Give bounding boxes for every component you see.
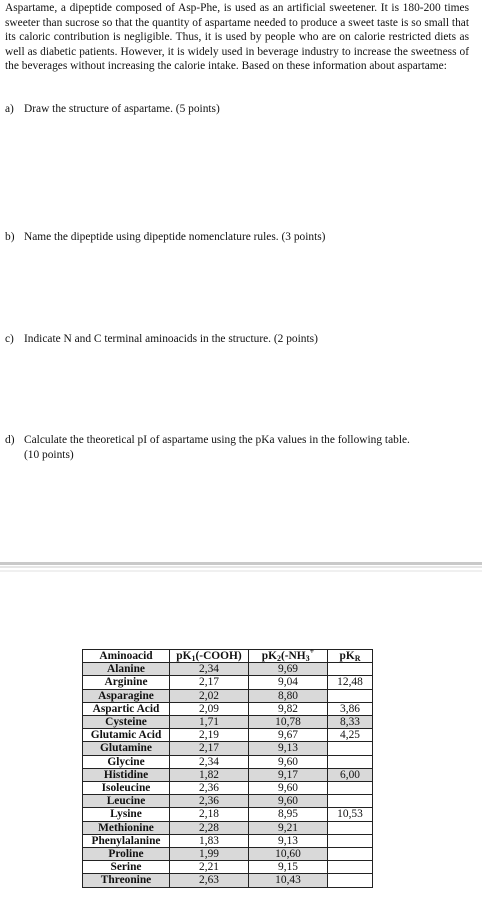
aminoacid-cell: Aspartic Acid bbox=[83, 702, 170, 715]
pk1-cell: 2,36 bbox=[170, 782, 249, 795]
pk1-cell: 2,28 bbox=[170, 821, 249, 834]
pk2-cell: 9,67 bbox=[249, 729, 328, 742]
pk1-cell: 2,09 bbox=[170, 702, 249, 715]
pkr-cell bbox=[328, 742, 373, 755]
aminoacid-cell: Lysine bbox=[83, 808, 170, 821]
pk2-cell: 8,95 bbox=[249, 808, 328, 821]
question-c-label: c) bbox=[5, 333, 14, 345]
question-b-text: Name the dipeptide using dipeptide nomenclature rules. (3 points) bbox=[24, 231, 326, 243]
pk1-cell: 2,18 bbox=[170, 808, 249, 821]
table-row bbox=[83, 861, 373, 874]
table-row bbox=[83, 821, 373, 834]
pk1-cell: 1,71 bbox=[170, 716, 249, 729]
pk1-cell: 1,82 bbox=[170, 768, 249, 781]
question-c bbox=[5, 332, 473, 347]
pkr-cell bbox=[328, 795, 373, 808]
question-c-text: Indicate N and C terminal aminoacids in the structure. (2 points) bbox=[24, 333, 318, 345]
pk2-cell: 9,13 bbox=[249, 834, 328, 847]
question-d bbox=[5, 433, 473, 462]
question-d-text: Calculate the theoretical pI of aspartame using the pKa values in the following table. bbox=[24, 434, 410, 446]
table-row bbox=[83, 874, 373, 887]
question-d-label: d) bbox=[5, 434, 15, 446]
aminoacid-cell: Leucine bbox=[83, 795, 170, 808]
pkr-cell bbox=[328, 874, 373, 887]
aminoacid-cell: Alanine bbox=[83, 663, 170, 676]
header-aminoacid: Aminoacid bbox=[83, 650, 170, 663]
pka-table-body bbox=[83, 663, 373, 887]
aminoacid-cell: Glycine bbox=[83, 755, 170, 768]
pkr-cell: 12,48 bbox=[328, 676, 373, 689]
header-pkr: $pK_R$ bbox=[328, 650, 373, 663]
header-pk1: $pK_1(-COOH)$ bbox=[170, 650, 249, 663]
pk2-cell: 9,13 bbox=[249, 742, 328, 755]
aminoacid-cell: Methionine bbox=[83, 821, 170, 834]
pkr-cell bbox=[328, 861, 373, 874]
pk2-cell: 9,17 bbox=[249, 768, 328, 781]
pk2-cell: 10,43 bbox=[249, 874, 328, 887]
pk1-cell: 1,99 bbox=[170, 848, 249, 861]
aminoacid-cell: Serine bbox=[83, 861, 170, 874]
page-divider-shadow-light bbox=[0, 570, 482, 572]
pkr-cell bbox=[328, 848, 373, 861]
pk1-cell: 2,02 bbox=[170, 689, 249, 702]
pk1-cell: 2,17 bbox=[170, 676, 249, 689]
aminoacid-cell: Asparagine bbox=[83, 689, 170, 702]
pk1-cell: 2,63 bbox=[170, 874, 249, 887]
pk2-cell: 9,60 bbox=[249, 782, 328, 795]
table-row bbox=[83, 755, 373, 768]
intro-paragraph: Aspartame, a dipeptide composed of Asp-Phe, is used as an artificial sweetener. It is 180-200 times sweeter than sucrose so that the quantity of aspartame needed to produce a sweet taste is so small that its caloric contribution is negligible. Thus, it is used by people who are on calorie restricted diets as well as diabetic patients. However, it is widely used in beverage industry to increase the sweetness of the beverages without increasing the calorie intake. Based on these information about aspartame: bbox=[5, 2, 469, 73]
pk2-cell: 10,78 bbox=[249, 716, 328, 729]
question-b bbox=[5, 230, 473, 245]
question-a-label: a) bbox=[5, 103, 14, 115]
table-row bbox=[83, 663, 373, 676]
pk2-cell: 9,04 bbox=[249, 676, 328, 689]
aminoacid-cell: Histidine bbox=[83, 768, 170, 781]
pk2-cell: 9,69 bbox=[249, 663, 328, 676]
table-row bbox=[83, 834, 373, 847]
pkr-cell: 8,33 bbox=[328, 716, 373, 729]
pk2-cell: 9,60 bbox=[249, 755, 328, 768]
pka-table bbox=[82, 649, 373, 888]
pkr-cell: 3,86 bbox=[328, 702, 373, 715]
pka-table-header bbox=[83, 650, 373, 663]
pk1-cell: 1,83 bbox=[170, 834, 249, 847]
table-row bbox=[83, 795, 373, 808]
table-row bbox=[83, 768, 373, 781]
page-divider-shadow bbox=[0, 566, 482, 568]
pkr-cell bbox=[328, 755, 373, 768]
question-a bbox=[5, 102, 473, 117]
table-row bbox=[83, 742, 373, 755]
aminoacid-cell: Cysteine bbox=[83, 716, 170, 729]
table-row bbox=[83, 729, 373, 742]
table-row bbox=[83, 689, 373, 702]
question-b-label: b) bbox=[5, 231, 15, 243]
pk1-cell: 2,21 bbox=[170, 861, 249, 874]
table-row bbox=[83, 848, 373, 861]
pkr-cell bbox=[328, 782, 373, 795]
table-row bbox=[83, 782, 373, 795]
pk1-cell: 2,36 bbox=[170, 795, 249, 808]
question-a-text: Draw the structure of aspartame. (5 points) bbox=[24, 103, 220, 115]
table-row bbox=[83, 702, 373, 715]
pk2-cell: 9,82 bbox=[249, 702, 328, 715]
table-row bbox=[83, 676, 373, 689]
pk1-cell: 2,19 bbox=[170, 729, 249, 742]
aminoacid-cell: Glutamic Acid bbox=[83, 729, 170, 742]
pkr-cell bbox=[328, 689, 373, 702]
aminoacid-cell: Arginine bbox=[83, 676, 170, 689]
pk2-cell: 9,15 bbox=[249, 861, 328, 874]
question-d-points: (10 points) bbox=[24, 448, 74, 461]
pkr-cell bbox=[328, 663, 373, 676]
pk1-cell: 2,17 bbox=[170, 742, 249, 755]
pkr-cell bbox=[328, 821, 373, 834]
page-divider bbox=[0, 562, 482, 565]
pk2-cell: 9,21 bbox=[249, 821, 328, 834]
pk1-cell: 2,34 bbox=[170, 663, 249, 676]
aminoacid-cell: Proline bbox=[83, 848, 170, 861]
pk2-cell: 8,80 bbox=[249, 689, 328, 702]
pkr-cell: 4,25 bbox=[328, 729, 373, 742]
pk2-cell: 9,60 bbox=[249, 795, 328, 808]
table-row bbox=[83, 716, 373, 729]
pkr-cell: 10,53 bbox=[328, 808, 373, 821]
aminoacid-cell: Threonine bbox=[83, 874, 170, 887]
aminoacid-cell: Isoleucine bbox=[83, 782, 170, 795]
pk2-cell: 10,60 bbox=[249, 848, 328, 861]
pkr-cell bbox=[328, 834, 373, 847]
pk1-cell: 2,34 bbox=[170, 755, 249, 768]
pkr-cell: 6,00 bbox=[328, 768, 373, 781]
header-pk2: $pK_2(-NH_3^+$ bbox=[249, 650, 328, 663]
aminoacid-cell: Glutamine bbox=[83, 742, 170, 755]
table-row bbox=[83, 808, 373, 821]
aminoacid-cell: Phenylalanine bbox=[83, 834, 170, 847]
